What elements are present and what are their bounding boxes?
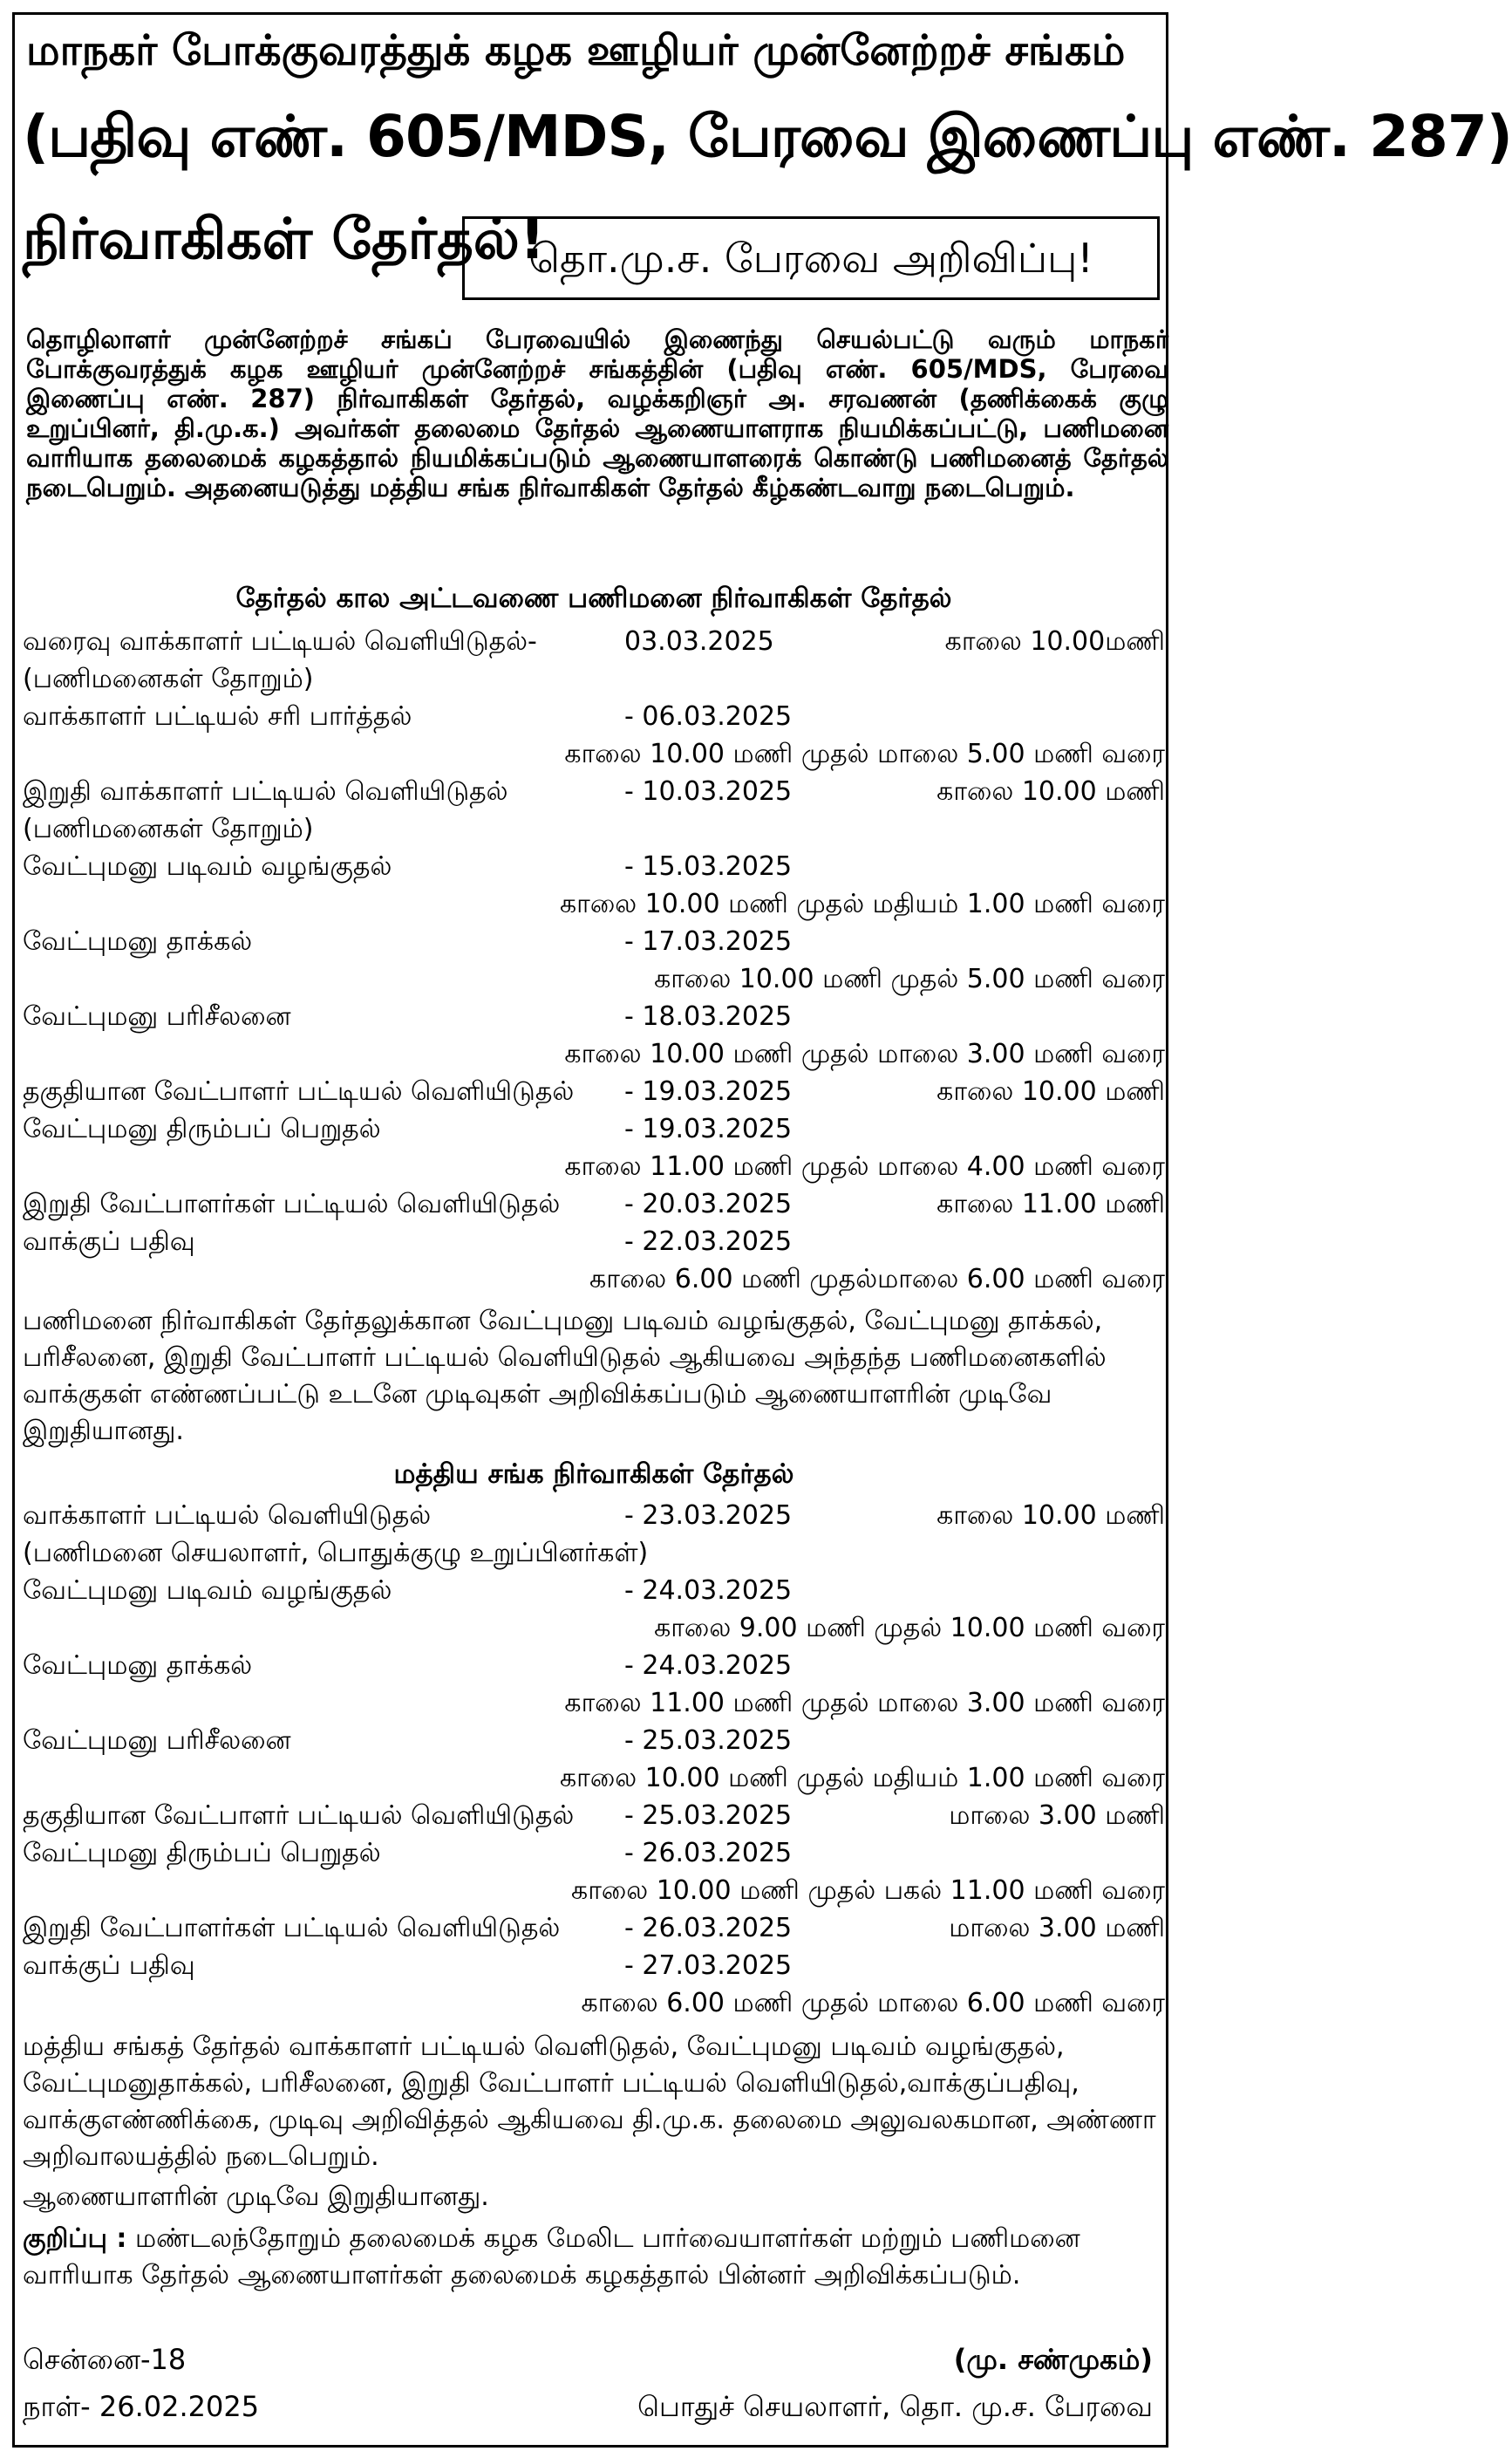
schedule-row (23, 1151, 1165, 1189)
schedule-row (23, 814, 1165, 851)
schedule-row (23, 1500, 1165, 1538)
section2-final: ஆணையாளரின் முடிவே இறுதியானது. (23, 2181, 489, 2212)
intro-paragraph: தொழிலாளர் முன்னேற்றச் சங்கப் பேரவையில் இணைந்து செயல்பட்டு வரும் மாநகர் போக்குவரத்துக் கழக ஊழியர் முன்னேற்றச் சங்கத்தின் (பதிவு எண். 605/MDS, பேரவை இணைப்பு எண். 287) நிர்வாகிகள் தேர்தல், வழக்கறிஞர் அ. சரவணன் (தணிக்கைக் குழு உறுப்பினர், தி.மு.க.) அவர்கள் தலைமை தேர்தல் ஆணையாளராக நியமிக்கப்பட்டு, பணிமனை வாரியாக தலைமைக் கழகத்தால் நியமிக்கப்படும் ஆணையாளரைக் கொண்டு பணிமனைத் தேர்தல் நடைபெறும். அதனையடுத்து மத்திய சங்க நிர்வாகிகள் தேர்தல் கீழ்கண்டவாறு நடைபெறும். (26, 324, 1168, 502)
schedule-row (23, 1800, 1165, 1838)
schedule-row (23, 1650, 1165, 1688)
schedule-time: காலை 11.00 மணி (936, 1189, 1165, 1219)
schedule-label: வேட்புமனு பரிசீலனை (23, 1725, 291, 1756)
schedule-label: தகுதியான வேட்பாளர் பட்டியல் வெளியிடுதல் (23, 1076, 575, 1107)
schedule-row (23, 1688, 1165, 1725)
schedule-row (23, 926, 1165, 964)
schedule-date: - 26.03.2025 (624, 1838, 793, 1868)
schedule-row (23, 701, 1165, 739)
schedule-date: - 22.03.2025 (624, 1226, 793, 1257)
schedule-row (23, 739, 1165, 776)
schedule-label: வாக்குப் பதிவு (23, 1226, 195, 1257)
schedule-date: - 27.03.2025 (624, 1950, 793, 1981)
schedule-label: வேட்புமனு படிவம் வழங்குதல் (23, 851, 392, 882)
section1-schedule (23, 626, 1165, 1301)
schedule-row (23, 1950, 1165, 1988)
schedule-row (23, 1076, 1165, 1114)
schedule-date: 03.03.2025 (624, 626, 774, 657)
schedule-label: வேட்புமனு திரும்பப் பெறுதல் (23, 1838, 381, 1868)
schedule-time: காலை 10.00மணி (944, 626, 1165, 657)
schedule-time: காலை 6.00 மணி முதல்மாலை 6.00 மணி வரை (589, 1264, 1165, 1294)
remark (23, 2221, 1165, 2294)
schedule-row (23, 1189, 1165, 1226)
schedule-date: - 15.03.2025 (624, 851, 793, 882)
schedule-row (23, 1763, 1165, 1800)
schedule-date: - 19.03.2025 (624, 1114, 793, 1144)
schedule-time: காலை 11.00 மணி முதல் மாலை 4.00 மணி வரை (564, 1151, 1165, 1182)
schedule-row (23, 1988, 1165, 2025)
schedule-label: இறுதி வாக்காளர் பட்டியல் வெளியிடுதல் (23, 776, 508, 807)
schedule-date: - 19.03.2025 (624, 1076, 793, 1107)
schedule-row (23, 1875, 1165, 1913)
schedule-row (23, 851, 1165, 889)
registration-heading: (பதிவு எண். 605/MDS, பேரவை இணைப்பு எண். 287) (23, 103, 1512, 170)
schedule-time: காலை 10.00 மணி முதல் மதியம் 1.00 மணி வரை (559, 889, 1165, 919)
schedule-row (23, 664, 1165, 701)
schedule-row (23, 1001, 1165, 1039)
schedule-time: காலை 10.00 மணி முதல் மாலை 5.00 மணி வரை (564, 739, 1165, 769)
schedule-row (23, 1039, 1165, 1076)
schedule-time: மாலை 3.00 மணி (949, 1800, 1165, 1831)
schedule-label: வேட்புமனு பரிசீலனை (23, 1001, 291, 1032)
schedule-time: காலை 10.00 மணி முதல் மதியம் 1.00 மணி வரை (559, 1763, 1165, 1793)
schedule-date: - 17.03.2025 (624, 926, 793, 957)
schedule-label: வரைவு வாக்காளர் பட்டியல் வெளியிடுதல்- (23, 626, 537, 657)
schedule-row (23, 1913, 1165, 1950)
schedule-time: காலை 10.00 மணி (936, 776, 1165, 807)
section1-note: பணிமனை நிர்வாகிகள் தேர்தலுக்கான வேட்புமனு படிவம் வழங்குதல், வேட்புமனு தாக்கல், பரிசீலனை, இறுதி வேட்பாளர் பட்டியல் வெளியிடுதல் ஆகியவை அந்தந்த பணிமனைகளில் வாக்குகள் எண்ணப்பட்டு உடனே முடிவுகள் அறிவிக்கப்படும் ஆணையாளரின் முடிவே இறுதியானது. (23, 1306, 1107, 1446)
schedule-date: - 24.03.2025 (624, 1575, 793, 1606)
schedule-time: காலை 11.00 மணி முதல் மாலை 3.00 மணி வரை (564, 1688, 1165, 1718)
schedule-row (23, 626, 1165, 664)
remark-text: மண்டலந்தோறும் தலைமைக் கழக மேலிட பார்வையாளர்கள் மற்றும் பணிமனை வாரியாக தேர்தல் ஆணையாளர்கள் தலைமைக் கழகத்தால் பின்னர் அறிவிக்கப்படும். (23, 2223, 1080, 2291)
schedule-date: - 10.03.2025 (624, 776, 793, 807)
schedule-label: இறுதி வேட்பாளர்கள் பட்டியல் வெளியிடுதல் (23, 1189, 561, 1219)
section1-title: தேர்தல் கால அட்டவணை பணிமனை நிர்வாகிகள் தேர்தல் (235, 583, 952, 614)
schedule-date: - 25.03.2025 (624, 1800, 793, 1831)
schedule-label: இறுதி வேட்பாளர்கள் பட்டியல் வெளியிடுதல் (23, 1913, 561, 1943)
schedule-time: காலை 10.00 மணி முதல் 5.00 மணி வரை (654, 964, 1165, 994)
footer-signatory: (மு. சண்முகம்) (953, 2343, 1153, 2376)
schedule-row (23, 1264, 1165, 1301)
schedule-row (23, 1575, 1165, 1613)
schedule-label: வேட்புமனு திரும்பப் பெறுதல் (23, 1114, 381, 1144)
schedule-label: வேட்புமனு தாக்கல் (23, 1650, 253, 1681)
schedule-time: காலை 10.00 மணி (936, 1500, 1165, 1531)
section2-note: மத்திய சங்கத் தேர்தல் வாக்காளர் பட்டியல் வெளிடுதல், வேட்புமனு படிவம் வழங்குதல், வேட்புமனுதாக்கல், பரிசீலனை, இறுதி வேட்பாளர் பட்டியல் வெளியிடுதல்,வாக்குப்பதிவு, வாக்குஎண்ணிக்கை, முடிவு அறிவித்தல் ஆகியவை தி.மு.க. தலைமை அலுவலகமான, அண்ணா அறிவாலயத்தில் நடைபெறும். (23, 2031, 1156, 2172)
schedule-label: வேட்புமனு படிவம் வழங்குதல் (23, 1575, 392, 1606)
union-name-heading: மாநகர் போக்குவரத்துக் கழக ஊழியர் முன்னேற்றச் சங்கம் (26, 26, 1126, 75)
schedule-row (23, 1725, 1165, 1763)
schedule-date: - 20.03.2025 (624, 1189, 793, 1219)
schedule-label: வாக்குப் பதிவு (23, 1950, 195, 1981)
schedule-row (23, 964, 1165, 1001)
schedule-label: (பணிமனைகள் தோறும்) (23, 664, 314, 694)
schedule-row (23, 889, 1165, 926)
schedule-date: - 18.03.2025 (624, 1001, 793, 1032)
schedule-label: வாக்காளர் பட்டியல் வெளியிடுதல் (23, 1500, 432, 1531)
schedule-label: (பணிமனைகள் தோறும்) (23, 814, 314, 844)
schedule-label: வேட்புமனு தாக்கல் (23, 926, 253, 957)
schedule-time: காலை 10.00 மணி முதல் பகல் 11.00 மணி வரை (571, 1875, 1165, 1906)
schedule-time: காலை 9.00 மணி முதல் 10.00 மணி வரை (654, 1613, 1165, 1643)
schedule-time: காலை 6.00 மணி முதல் மாலை 6.00 மணி வரை (581, 1988, 1165, 2018)
schedule-date: - 26.03.2025 (624, 1913, 793, 1943)
schedule-label: தகுதியான வேட்பாளர் பட்டியல் வெளியிடுதல் (23, 1800, 575, 1831)
section2-schedule (23, 1500, 1165, 2025)
schedule-row (23, 1838, 1165, 1875)
schedule-label: (பணிமனை செயலாளர், பொதுக்குழு உறுப்பினர்கள்) (23, 1538, 649, 1568)
schedule-date: - 06.03.2025 (624, 701, 793, 732)
schedule-time: காலை 10.00 மணி முதல் மாலை 3.00 மணி வரை (564, 1039, 1165, 1069)
section2-title: மத்திய சங்க நிர்வாகிகள் தேர்தல் (393, 1458, 794, 1490)
schedule-date: - 24.03.2025 (624, 1650, 793, 1681)
schedule-date: - 25.03.2025 (624, 1725, 793, 1756)
schedule-row (23, 1538, 1165, 1575)
election-headline: நிர்வாகிகள் தேர்தல்! (23, 208, 546, 272)
schedule-time: காலை 10.00 மணி (936, 1076, 1165, 1107)
footer-date: நாள்- 26.02.2025 (23, 2390, 260, 2423)
schedule-row (23, 1226, 1165, 1264)
schedule-time: மாலை 3.00 மணி (949, 1913, 1165, 1943)
footer-designation: பொதுச் செயலாளர், தொ. மு.ச. பேரவை (637, 2390, 1153, 2423)
schedule-row (23, 1613, 1165, 1650)
schedule-row (23, 776, 1165, 814)
footer-place: சென்னை-18 (23, 2343, 187, 2376)
schedule-row (23, 1114, 1165, 1151)
schedule-date: - 23.03.2025 (624, 1500, 793, 1531)
schedule-label: வாக்காளர் பட்டியல் சரி பார்த்தல் (23, 701, 412, 732)
remark-label: குறிப்பு : (23, 2223, 127, 2254)
notice-box: தொ.மு.ச. பேரவை அறிவிப்பு! (462, 216, 1160, 300)
